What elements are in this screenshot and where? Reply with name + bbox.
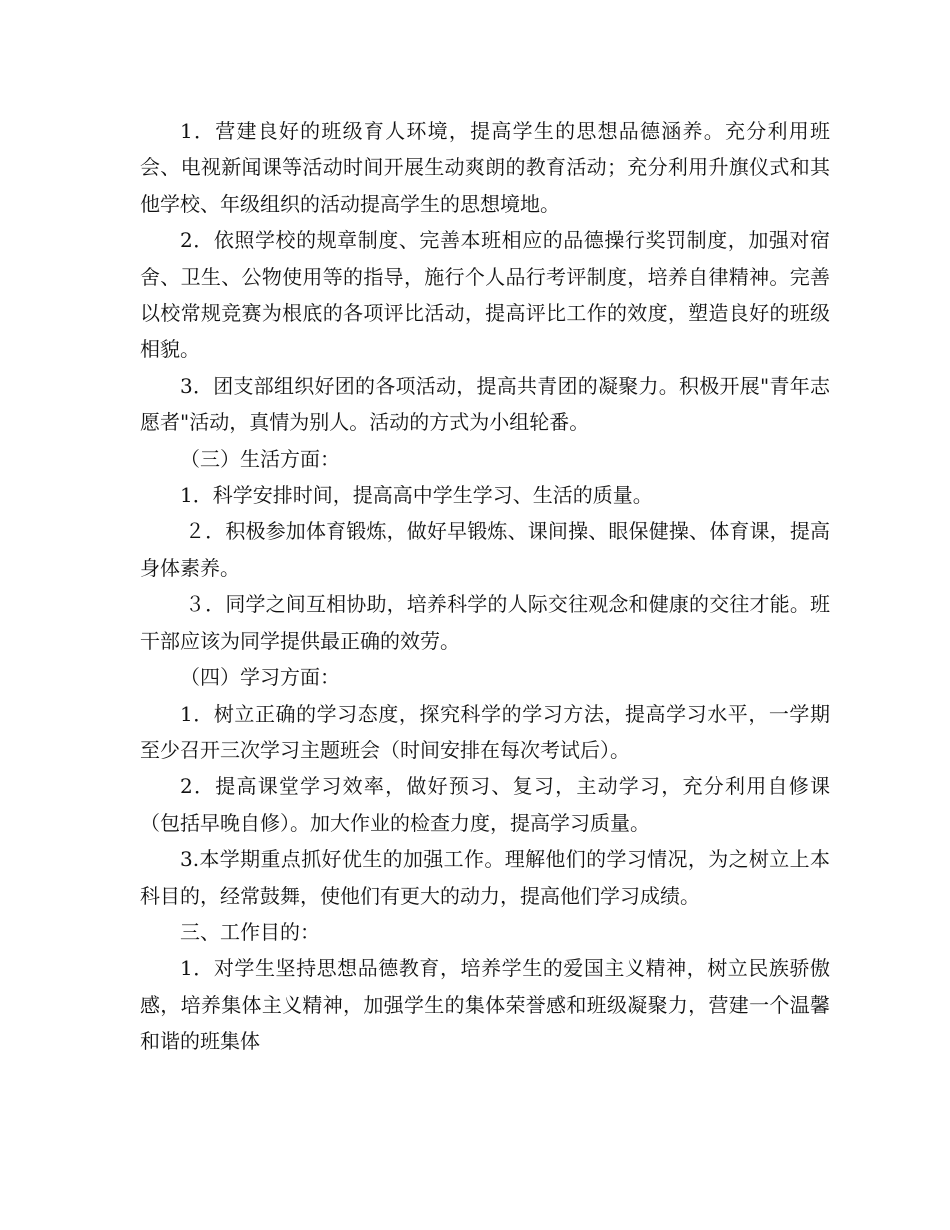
paragraph-goals-1: 1．对学生坚持思想品德教育，培养学生的爱国主义精神，树立民族骄傲感，培养集体主义精神，加强学生的集体荣誉感和班级凝聚力，营建一个温馨和谐的班集体 [140,956,830,1054]
paragraph-ethics-3: 3．团支部组织好团的各项活动，提高共青团的凝聚力。积极开展"青年志愿者"活动，真情为别人。活动的方式为小组轮番。 [140,373,830,435]
paragraph-study-1: 1．树立正确的学习态度，探究科学的学习方法，提高学习水平，一学期至少召开三次学习主题班会（时间安排在每次考试后）。 [140,701,830,762]
document-body [140,113,830,1060]
paragraph-life-1: 1．科学安排时间，提高高中学生学习、生活的质量。 [180,483,653,508]
section-heading-study: （四）学习方面： [180,665,340,690]
paragraph-study-3: 3.本学期重点抓好优生的加强工作。理解他们的学习情况，为之树立上本科目的，经常鼓舞，使他们有更大的动力，提高他们学习成绩。 [140,847,830,908]
paragraph-ethics-2: 2．依照学校的规章制度、完善本班相应的品德操行奖罚制度，加强对宿舍、卫生、公物使用等的指导，施行个人品行考评制度，培养自律精神。完善以校常规竞赛为根底的各项评比活动，提高评比工作的效度，塑造良好的班级相貌。 [140,228,830,362]
paragraph-life-3: ３．同学之间互相协助，培养科学的人际交往观念和健康的交往才能。班干部应该为同学提供最正确的效劳。 [140,592,830,653]
paragraph-life-2: ２．积极参加体育锻炼，做好早锻炼、课间操、眼保健操、体育课，提高身体素养。 [140,519,830,580]
section-heading-life: （三）生活方面： [180,446,340,471]
paragraph-ethics-1: 1．营建良好的班级育人环境，提高学生的思想品德涵养。充分利用班会、电视新闻课等活动时间开展生动爽朗的教育活动；充分利用升旗仪式和其他学校、年级组织的活动提高学生的思想境地。 [140,119,830,216]
section-heading-goals: 三、工作目的： [180,919,320,944]
paragraph-study-2: 2．提高课堂学习效率，做好预习、复习，主动学习，充分利用自修课（包括早晚自修）。加大作业的检查力度，提高学习质量。 [140,774,830,835]
